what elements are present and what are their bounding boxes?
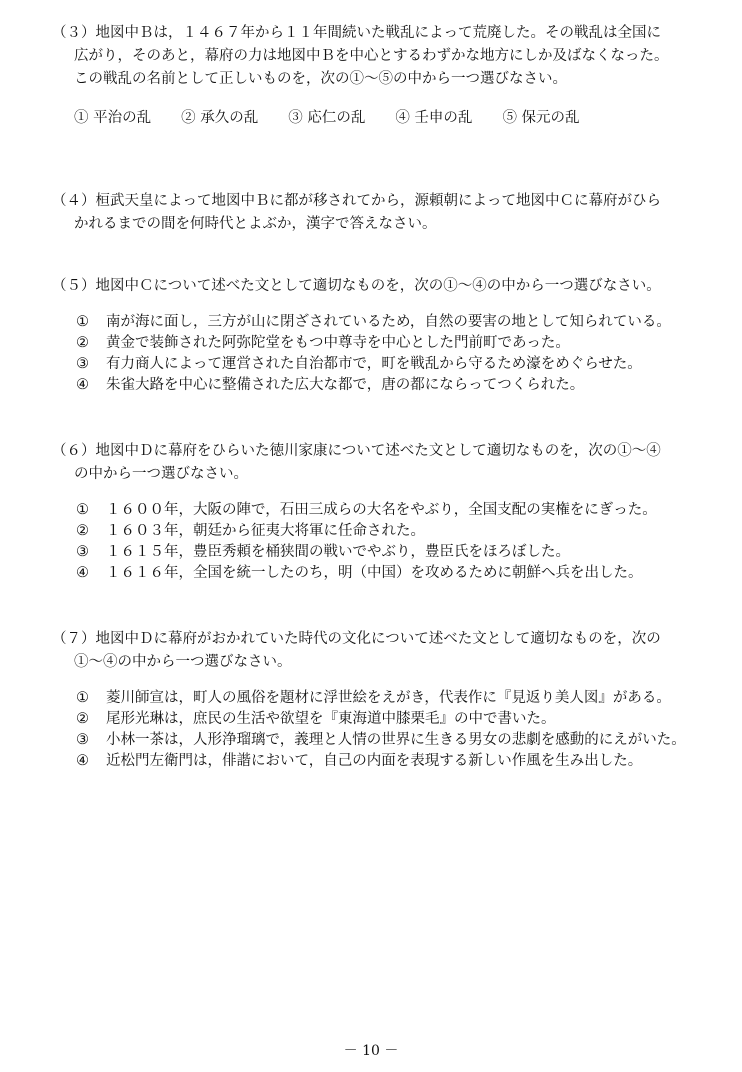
question-line: 桓武天皇によって地図中Ｂに都が移されてから，源頼朝によって地図中Ｃに幕府がひら	[95, 193, 661, 209]
question-number: （５）	[52, 278, 96, 294]
choice-text: 近松門左衛門は，俳諧において，自己の内面を表現する新しい作風を生み出した。	[106, 753, 643, 769]
choice-mark: ④	[76, 377, 89, 393]
choice-mark: ②	[76, 711, 89, 727]
choice-mark: ①	[76, 314, 89, 330]
question-6	[52, 440, 712, 584]
question-line: この戦乱の名前として正しいものを，次の①～⑤の中から一つ選びなさい。	[74, 71, 567, 87]
question-line: 地図中Ｄに幕府がおかれていた時代の文化について述べた文として適切なものを，次の	[95, 631, 661, 647]
question-3	[52, 22, 712, 130]
question-line: かれるまでの間を何時代とよぶか，漢字で答えなさい。	[74, 216, 437, 232]
choice-mark: ③	[76, 544, 89, 560]
choice-4[interactable]	[76, 563, 712, 584]
question-line: 広がり，そのあと，幕府の力は地図中Ｂを中心とするわずかな地方にしか及ばなくなった。	[74, 48, 669, 64]
choice-text: 朱雀大路を中心に整備された広大な都で，唐の都にならってつくられた。	[106, 377, 585, 393]
question-4	[52, 190, 712, 236]
choice-mark: ③	[76, 732, 89, 748]
question-number: （７）	[52, 631, 96, 647]
question-line: の中から一つ選びなさい。	[74, 466, 248, 482]
choice-4[interactable]	[76, 751, 712, 772]
choice-mark: ①	[76, 690, 89, 706]
choice-text: 有力商人によって運営された自治都市で，町を戦乱から守るため濠をめぐらせた。	[106, 356, 642, 372]
choice-4[interactable]	[76, 375, 712, 396]
choice-mark: ③	[76, 356, 89, 372]
question-line: 地図中Ｄに幕府をひらいた徳川家康について述べた文として適切なものを，次の①～④	[95, 443, 661, 459]
choice-1[interactable]	[76, 312, 712, 333]
question-line: ①～④の中から一つ選びなさい。	[74, 654, 292, 670]
choice-text: 菱川師宣は，町人の風俗を題材に浮世絵をえがき，代表作に『見返り美人図』がある。	[106, 690, 671, 706]
choice-list	[52, 312, 712, 396]
choice-4[interactable]: ④ 壬申の乱	[395, 110, 473, 126]
choice-text: １６１５年，豊臣秀頼を桶狭間の戦いでやぶり，豊臣氏をほろぼした。	[106, 544, 570, 560]
choice-2[interactable]	[76, 709, 712, 730]
question-number: （４）	[52, 193, 96, 209]
question-number: （６）	[52, 443, 96, 459]
choice-1[interactable]	[76, 688, 712, 709]
choice-3[interactable]: ③ 応仁の乱	[288, 110, 366, 126]
choice-5[interactable]: ⑤ 保元の乱	[502, 110, 580, 126]
choice-text: 小林一茶は，人形浄瑠璃で，義理と人情の世界に生きる男女の悲劇を感動的にえがいた。	[106, 732, 686, 748]
choice-text: 尾形光琳は，庶民の生活や欲望を『東海道中膝栗毛』の中で書いた。	[106, 711, 556, 727]
choice-mark: ④	[76, 753, 89, 769]
question-number: （３）	[52, 25, 96, 41]
choice-list	[52, 500, 712, 584]
choice-mark: ①	[76, 502, 89, 518]
choice-text: １６１６年，全国を統一したのち，明（中国）を攻めるために朝鮮へ兵を出した。	[106, 565, 643, 581]
choice-3[interactable]	[76, 542, 712, 563]
question-line: 地図中Ｂは，１４６７年から１１年間続いた戦乱によって荒廃した。その戦乱は全国に	[95, 25, 661, 41]
choice-3[interactable]	[76, 730, 712, 751]
question-5	[52, 275, 712, 396]
choice-list	[52, 107, 712, 130]
choice-1[interactable]: ① 平治の乱	[74, 110, 152, 126]
choice-2[interactable]: ② 承久の乱	[181, 110, 259, 126]
choice-list	[52, 688, 712, 772]
choice-1[interactable]	[76, 500, 712, 521]
choice-3[interactable]	[76, 354, 712, 375]
choice-text: 南が海に面し，三方が山に閉ざされているため，自然の要害の地として知られている。	[106, 314, 671, 330]
question-3-text	[52, 22, 712, 91]
page-number: － 10 －	[343, 1043, 399, 1059]
choice-mark: ②	[76, 523, 89, 539]
choice-mark: ②	[76, 335, 89, 351]
question-7	[52, 628, 712, 772]
choice-text: １６００年，大阪の陣で，石田三成らの大名をやぶり，全国支配の実権をにぎった。	[106, 502, 657, 518]
choice-2[interactable]	[76, 521, 712, 542]
choice-text: 黄金で装飾された阿弥陀堂をもつ中尊寺を中心とした門前町であった。	[106, 335, 570, 351]
choice-2[interactable]	[76, 333, 712, 354]
question-line: 地図中Ｃについて述べた文として適切なものを，次の①～④の中から一つ選びなさい。	[95, 278, 661, 294]
choice-mark: ④	[76, 565, 89, 581]
choice-text: １６０３年，朝廷から征夷大将軍に任命された。	[106, 523, 425, 539]
